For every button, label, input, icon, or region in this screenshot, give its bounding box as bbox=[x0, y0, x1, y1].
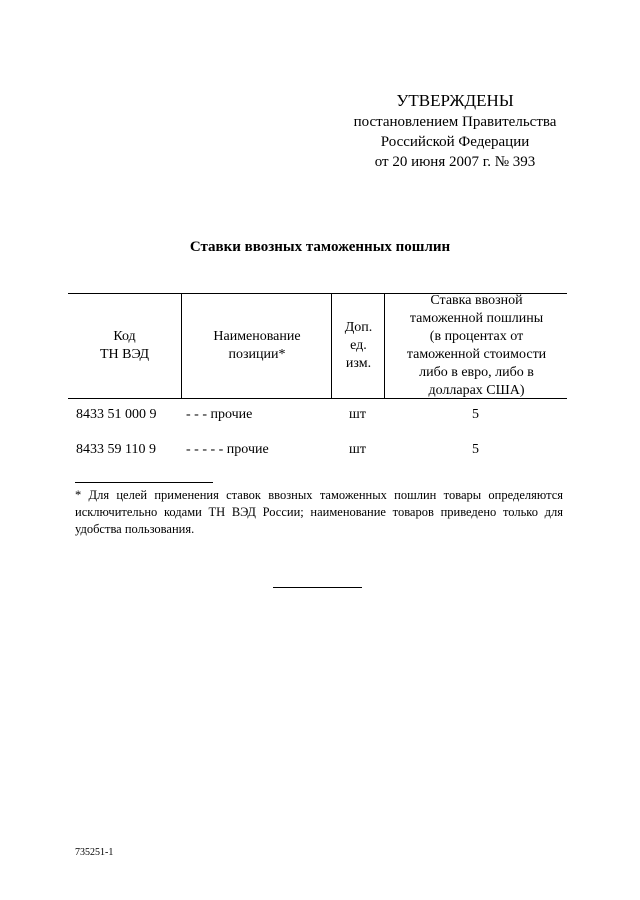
row-name: - - - прочие bbox=[186, 407, 253, 422]
header-name-label: Наименование позиции* bbox=[213, 329, 301, 362]
approval-line-date: от 20 июня 2007 г. № 393 bbox=[374, 154, 536, 170]
header-code-label: Код ТН ВЭД bbox=[99, 329, 150, 362]
row-code: 8433 51 000 9 bbox=[76, 407, 157, 422]
header-unit-label: Доп. ед. изм. bbox=[344, 320, 373, 371]
approval-title: УТВЕРЖДЕНЫ bbox=[396, 91, 514, 110]
table-row bbox=[68, 399, 567, 434]
table-row bbox=[68, 434, 567, 469]
approval-block bbox=[340, 90, 570, 172]
document-title: Ставки ввозных таможенных пошлин bbox=[189, 239, 451, 255]
header-code bbox=[68, 294, 181, 398]
rates-table bbox=[68, 293, 567, 469]
table-header bbox=[68, 293, 567, 399]
header-rate-label: Ставка ввозной таможенной пошлины (в процентах от таможенной стоимости либо в евро, либо в долларах США) bbox=[406, 293, 547, 398]
row-rate: 5 bbox=[472, 442, 479, 457]
row-unit: шт bbox=[349, 442, 366, 457]
row-name: - - - - - прочие bbox=[186, 442, 269, 457]
approval-line-federation: Российской Федерации bbox=[380, 134, 530, 150]
row-unit: шт bbox=[349, 407, 366, 422]
header-rate bbox=[384, 294, 568, 398]
row-rate: 5 bbox=[472, 407, 479, 422]
end-divider bbox=[273, 587, 362, 588]
header-name bbox=[181, 294, 332, 398]
header-unit bbox=[331, 294, 385, 398]
footnote: * Для целей применения ставок ввозных таможенных пошлин товары определяются исключительно кодами ТН ВЭД России; наименование товаров приведено только для удобства пользования. bbox=[75, 488, 563, 536]
row-code: 8433 59 110 9 bbox=[76, 442, 156, 457]
footnote-divider bbox=[75, 482, 213, 483]
document-code: 735251-1 bbox=[75, 847, 114, 858]
approval-line-decree: постановлением Правительства bbox=[353, 114, 557, 130]
